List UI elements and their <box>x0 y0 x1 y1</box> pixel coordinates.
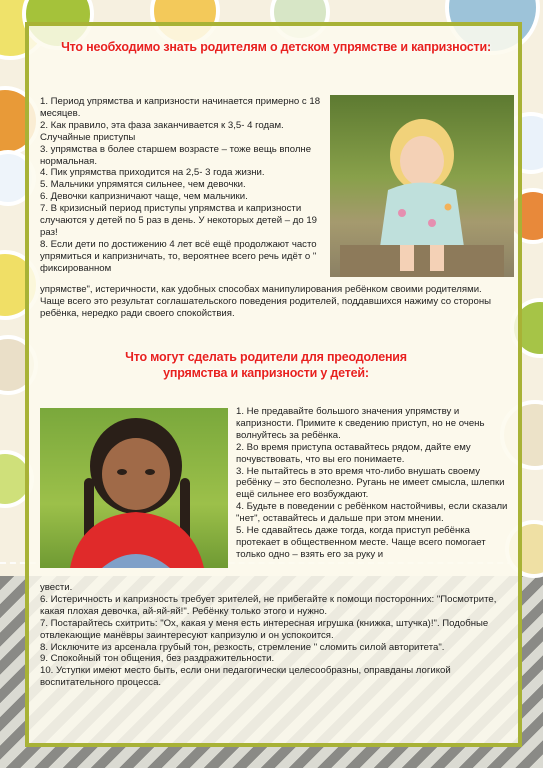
list-item: 10. Уступки имеют место быть, если они педагогически целесообразны, оправданы логикой воспитательного процесса. <box>40 665 451 689</box>
girl-illustration <box>40 408 228 568</box>
list-item: 3. Не пытайтесь в это время что-либо внушать своему ребёнку – это бесполезно. Ругань не имеет смысла, шлепки ещё сильнее его возбуждают. <box>236 465 505 501</box>
list-item: 5. Не сдавайтесь даже тогда, когда приступ ребёнка протекает в общественном месте. Чаще всего помогает только одно – взять его за руку и <box>236 525 486 560</box>
list-item: 4. Пик упрямства приходится на 2,5- 3 года жизни. <box>40 167 265 179</box>
list-item: 2. Во время приступа оставайтесь рядом, дайте ему почувствовать, что вы его понимаете. <box>236 441 471 465</box>
list-item: 7. Постарайтесь схитрить: "Ох, какая у меня есть интересная игрушка (книжка, штучка)!". Подобные отвлекающие манёвры заинтересуют капризулю и он успокоится. <box>40 617 489 641</box>
section2-list <box>236 406 508 561</box>
photo-sulking-girl <box>330 95 514 277</box>
girl-illustration <box>330 95 514 277</box>
list-item: 4. Будьте в поведении с ребёнком настойчивы, если сказали "нет", оставайтесь и дальше при этом мнении. <box>236 501 508 525</box>
list-item: 3. упрямства в более старшем возрасте – тоже вещь вполне нормальная. <box>40 143 312 167</box>
list-item: 8. Исключите из арсенала грубый тон, резкость, стремление " сломить силой авторитета". <box>40 641 445 653</box>
paragraph: упрямстве", истеричности, как удобных способах манипулирования ребёнком своими родителями. Чаще всего это результат соглашательского поведения родителей, поддавшихся нажиму со стороны ребёнка, нередко ради своего спокойствия. <box>40 284 492 319</box>
list-item: 8. Если дети по достижению 4 лет всё ещё продолжают часто упрямиться и капризничать, то, вероятнее всего речь идёт о " фиксированном <box>40 238 317 274</box>
list-item: 5. Мальчики упрямятся сильнее, чем девочки. <box>40 179 246 191</box>
list-item: 2. Как правило, эта фаза заканчивается к 3,5- 4 годам. Случайные приступы <box>40 119 284 143</box>
list-item: 7. В кризисный период приступы упрямства и капризности случаются у детей по 5 раз в день. У некоторых детей – до 19 раз! <box>40 203 317 238</box>
section2-continuation <box>40 582 510 689</box>
list-item: 9. Спокойный тон общения, без раздражительности. <box>40 653 275 665</box>
list-item: 6. Истеричность и капризность требует зрителей, не прибегайте к помощи посторонних: "Посмотрите, какая плохая девочка, ай-яй-яй!". Ребёнку только этого и нужно. <box>40 593 497 617</box>
main-title: Что необходимо знать родителям о детском упрямстве и капризности: <box>61 40 491 54</box>
section1-continuation <box>40 284 500 320</box>
photo-upset-girl <box>40 408 228 568</box>
second-title: Что могут сделать родители для преодоления упрямства и капризности у детей: <box>125 350 407 380</box>
list-item: 1. Период упрямства и капризности начинается примерно с 18 месяцев. <box>40 96 321 119</box>
list-item: увести. <box>40 582 73 593</box>
section1-list <box>40 96 330 275</box>
list-item: 1. Не предавайте большого значения упрямству и капризности. Примите к сведению приступ, но не очень волнуйтесь за ребёнка. <box>236 406 485 441</box>
list-item: 6. Девочки капризничают чаще, чем мальчики. <box>40 191 248 203</box>
